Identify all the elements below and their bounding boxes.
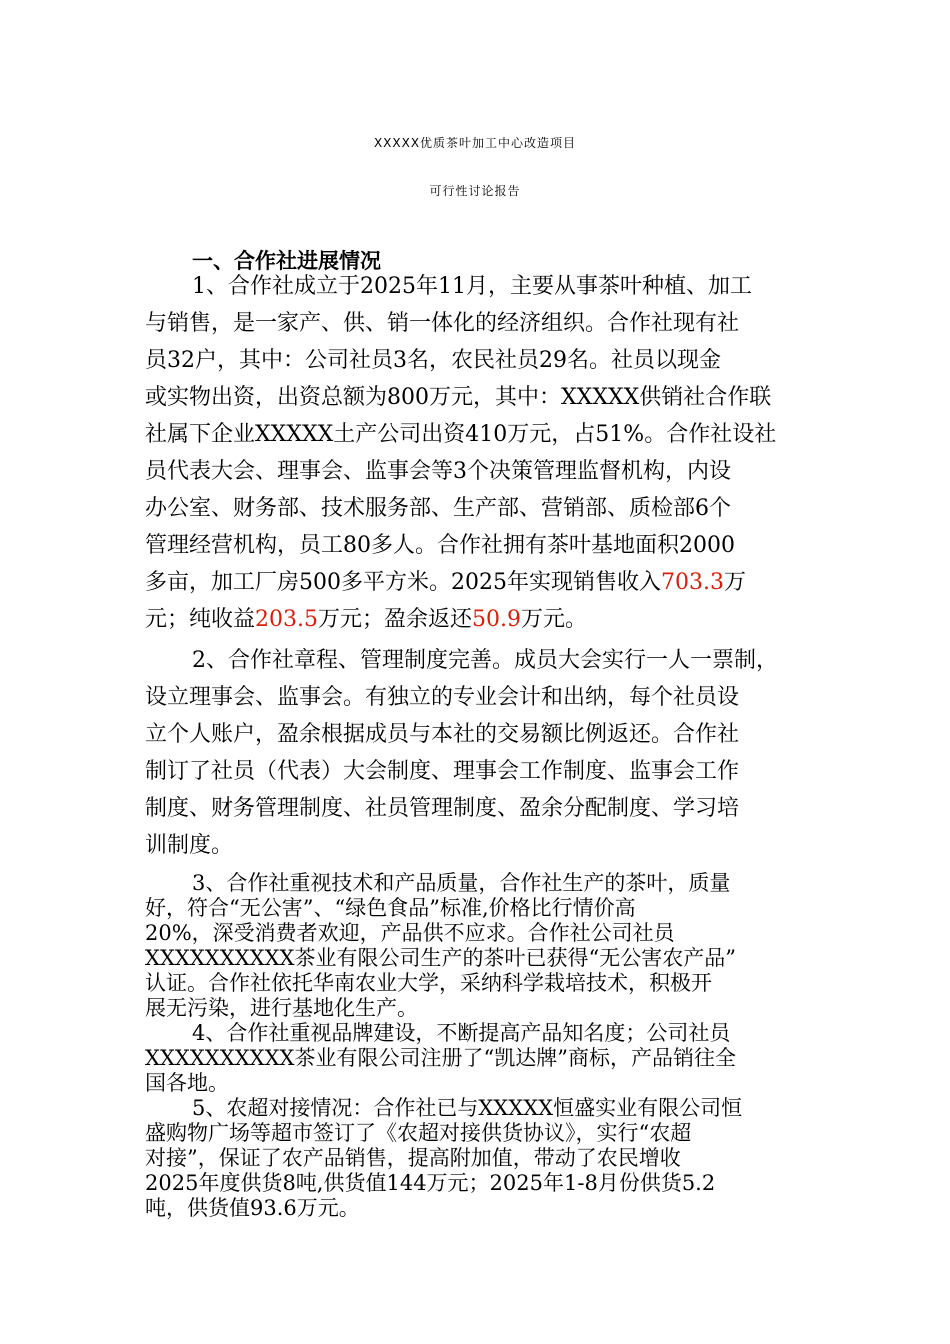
para1-line: 或实物出资，出资总额为800万元，其中：XXXXX供销社合作联 [145, 385, 772, 410]
document-title-line2: 可行性讨论报告 [429, 184, 521, 198]
sales-revenue-value: 703.3 [660, 570, 724, 595]
para5-line: 对接”，保证了农产品销售，提高附加值，带动了农民增收 [145, 1146, 681, 1170]
para3-line: XXXXXXXXXX茶业有限公司生产的茶叶已获得“无公害农产品” [145, 946, 736, 970]
para4-line: 4、合作社重视品牌建设，不断提高产品知名度；公司社员 [192, 1021, 731, 1045]
surplus-return-value: 50.9 [472, 607, 521, 632]
document-title-line1: XXXXX优质茶叶加工中心改造项目 [373, 136, 577, 150]
para4-line: 国各地。 [145, 1071, 229, 1095]
para2-line: 立个人账户，盈余根据成员与本社的交易额比例返还。合作社 [145, 722, 740, 747]
para2-line: 制订了社员（代表）大会制度、理事会工作制度、监事会工作 [145, 759, 740, 784]
para2-line: 制度、财务管理制度、社员管理制度、盈余分配制度、学习培 [145, 796, 740, 821]
para4-line: XXXXXXXXXX茶业有限公司注册了“凯达牌”商标，产品销往全 [145, 1046, 736, 1070]
net-income-value: 203.5 [255, 607, 318, 632]
para1-line: 1、合作社成立于2025年11月，主要从事茶叶种植、加工 [192, 274, 752, 299]
para1-line: 员代表大会、理事会、监事会等3个决策管理监督机构，内设 [145, 459, 731, 484]
para1-text: 万元；盈余返还 [318, 607, 473, 632]
para3-line: 20%，深受消费者欢迎，产品供不应求。合作社公司社员 [145, 921, 675, 945]
para1-line: 社属下企业XXXXX土产公司出资410万元，占51%。合作社设社 [145, 422, 777, 447]
para1-text: 多亩，加工厂房500多平方米。2025年实现销售收入 [145, 570, 661, 595]
para1-line: 管理经营机构，员工80多人。合作社拥有茶叶基地面积2000 [145, 533, 735, 558]
para2-line: 训制度。 [145, 833, 234, 858]
section-heading: 一、合作社进展情况 [192, 249, 381, 273]
para2-line: 2、合作社章程、管理制度完善。成员大会实行一人一票制， [192, 648, 778, 673]
para5-line: 吨，供货值93.6万元。 [145, 1196, 360, 1220]
para2-line: 设立理事会、监事会。有独立的专业会计和出纳，每个社员设 [145, 685, 740, 710]
para5-line: 2025年度供货8吨,供货值144万元；2025年1-8月份供货5.2 [145, 1171, 716, 1195]
para1-line: 办公室、财务部、技术服务部、生产部、营销部、质检部6个 [145, 496, 731, 521]
para3-line: 好，符合“无公害”、“绿色食品”标准,价格比行情价高 [145, 896, 636, 920]
para1-line [145, 609, 587, 631]
para3-line: 3、合作社重视技术和产品质量，合作社生产的茶叶，质量 [192, 871, 731, 895]
para5-line: 5、农超对接情况：合作社已与XXXXX恒盛实业有限公司恒 [192, 1096, 743, 1120]
para5-line: 盛购物广场等超市签订了《农超对接供货协议》，实行“农超 [145, 1121, 692, 1145]
para1-line [145, 572, 746, 594]
para1-text: 万元。 [521, 607, 588, 632]
para1-line: 员32户，其中：公司社员3名，农民社员29名。社员以现金 [145, 348, 721, 373]
para1-text: 万 [723, 570, 746, 595]
para3-line: 展无污染，进行基地化生产。 [145, 996, 418, 1020]
para1-text: 元；纯收益 [145, 607, 256, 632]
para1-line: 与销售，是一家产、供、销一体化的经济组织。合作社现有社 [145, 311, 740, 336]
para3-line: 认证。合作社依托华南农业大学，采纳科学栽培技术，积极开 [145, 971, 712, 995]
